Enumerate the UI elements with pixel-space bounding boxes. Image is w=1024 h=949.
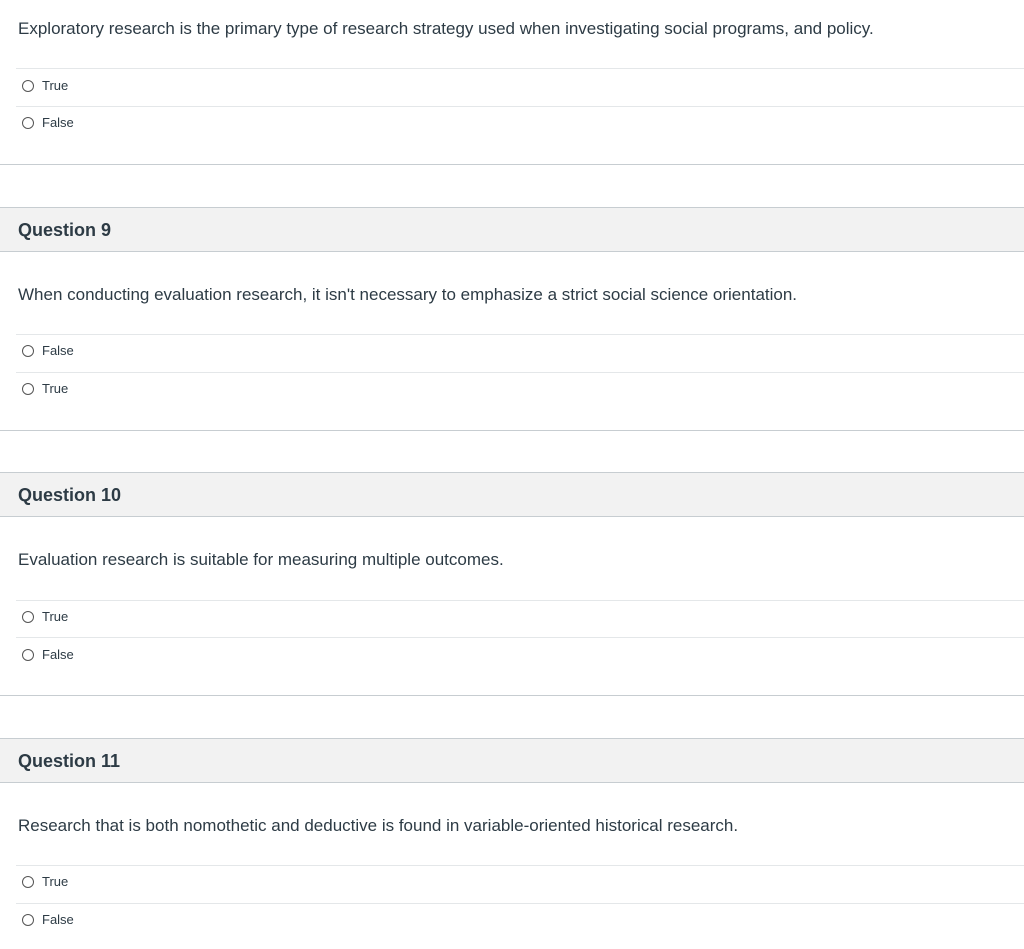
question-title: Question 9: [18, 220, 112, 240]
question-8-text: Exploratory research is the primary type of research strategy used when investigating social programs, and policy.: [18, 19, 874, 38]
radio-button[interactable]: [22, 611, 34, 623]
answer-label: False: [42, 647, 74, 662]
answer-label: True: [42, 381, 69, 396]
question-9-text: When conducting evaluation research, it isn't necessary to emphasize a strict social science orientation.: [18, 285, 798, 304]
question-title: Question 10: [18, 485, 122, 505]
answer-label: True: [42, 874, 69, 889]
q9-answer-false[interactable]: [16, 333, 1024, 369]
radio-button[interactable]: [22, 117, 34, 129]
q10-answer-true[interactable]: [16, 599, 1024, 635]
question-separator: [0, 430, 1024, 431]
answer-label: False: [42, 115, 74, 130]
answer-label: False: [42, 912, 74, 927]
q8-answer-false[interactable]: [16, 105, 1024, 141]
q8-answer-true[interactable]: [16, 68, 1024, 104]
question-title: Question 11: [18, 751, 121, 771]
radio-button[interactable]: [22, 383, 34, 395]
answer-label: True: [42, 78, 69, 93]
q11-answer-true[interactable]: [16, 864, 1024, 900]
question-10-text: Evaluation research is suitable for measuring multiple outcomes.: [18, 550, 504, 569]
q11-answer-false[interactable]: [16, 902, 1024, 938]
question-11-text: Research that is both nomothetic and deductive is found in variable-oriented historical research.: [18, 816, 739, 835]
radio-button[interactable]: [22, 80, 34, 92]
q9-answer-true[interactable]: [16, 371, 1024, 407]
radio-button[interactable]: [22, 914, 34, 926]
question-11-header: [0, 738, 1024, 783]
answer-label: True: [42, 609, 69, 624]
question-separator: [0, 164, 1024, 165]
answer-label: False: [42, 343, 74, 358]
radio-button[interactable]: [22, 345, 34, 357]
q10-answer-false[interactable]: [16, 637, 1024, 673]
radio-button[interactable]: [22, 876, 34, 888]
radio-button[interactable]: [22, 649, 34, 661]
question-separator: [0, 695, 1024, 696]
question-9-header: [0, 207, 1024, 252]
question-10-header: [0, 472, 1024, 517]
